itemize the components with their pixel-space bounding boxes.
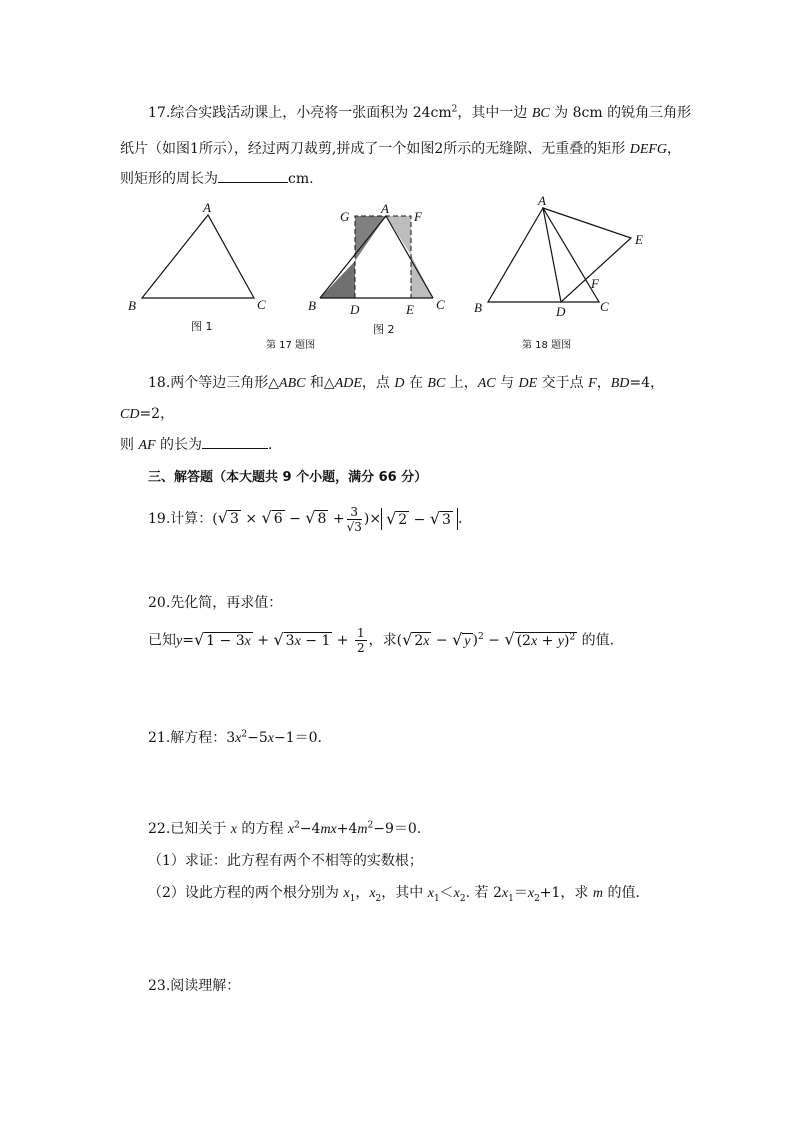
q23-title: 23.阅读理解： [148,978,241,994]
figure-1-caption: 图 1 [191,320,213,333]
section-heading: 三、解答题（本大题共 9 个小题，满分 66 分） [148,470,428,485]
label-c: C [257,297,266,312]
exponent: 2 [569,632,576,642]
radicand: 3 [285,632,295,649]
var-m: m [592,886,604,901]
q18-var: ABC [279,376,306,391]
radicand: ) [564,632,570,649]
figure-18 [474,193,643,319]
subscript: 1 [433,893,440,904]
var-x: x [244,633,251,649]
label-a: A [381,201,389,216]
q22-part1: （1）求证：此方程有两个不相等的实数根； [148,853,423,869]
var-x: x [294,633,301,649]
radicand: 2 [414,632,424,649]
op: ＜ [439,885,454,901]
label-a: A [538,193,546,208]
q20-text: 的值. [577,632,615,649]
q22-text: 22.已知关于 [148,821,231,837]
var-y: y [557,633,565,649]
absolute-value: √ 2 − √ 3 [381,508,458,530]
label-f: F [591,276,599,291]
q18-line3 [120,434,272,454]
radicand: 3 [229,511,239,527]
label-g: G [340,209,350,224]
q20-expression [148,622,614,657]
label-b: B [128,298,136,313]
q18-text: 的长为 [155,437,203,453]
var-x2: x [527,886,535,901]
fraction [347,506,362,533]
q17-text: ， [667,141,682,157]
var-x: x [230,822,237,837]
triangle-abc [488,208,599,302]
q17-line1 [148,102,691,122]
sqrt: √ 3x − 1 [273,629,331,649]
q22-text: 的值. [603,885,640,901]
q18-var: D [394,376,405,391]
q17-line2 [120,138,681,158]
label-a: A [203,200,211,215]
numerator: 3 [347,506,362,520]
var-x: x [530,633,538,649]
sqrt: √ y [452,629,471,649]
fraction-half [355,627,367,654]
var-m: m [357,822,368,837]
label-b: B [308,298,316,313]
paren: ( [212,511,218,527]
q21-text: −1＝0. [273,730,322,746]
q21-text: −5 [247,730,268,746]
numerator: 1 [357,626,365,641]
caption-18: 第 18 题图 [522,340,572,351]
q18-text: 与 [495,375,519,391]
q21-text: 21.解方程：3 [148,730,236,746]
op: − [413,512,426,528]
sqrt: √ 2x [402,629,430,649]
radicand: 8 [317,511,327,527]
q18-text: 18.两个等边三角形△ [148,375,280,391]
radicand: 3 [354,519,362,534]
answer-blank [202,434,268,449]
q22-text: −4 [299,821,321,837]
q22-text: +4 [336,821,358,837]
radicand: 2 [398,512,408,528]
q18-text: ，点 [361,375,395,391]
var-x: x [235,731,242,746]
q18-var: BD [610,376,630,391]
q18-var: DE [518,376,538,391]
q21 [148,727,322,747]
op: + [332,632,353,649]
figure-1 [128,200,266,333]
subscript: 2 [459,893,466,904]
q18-text: . [268,437,273,453]
op: − [431,632,453,649]
exponent: 2 [367,820,374,831]
label-f: F [414,209,422,224]
q18-var: CD [120,407,140,422]
exponent: 2 [294,820,300,831]
q20-text: 已知 [148,632,176,649]
label-c: C [600,299,609,314]
var-x1: x [427,886,434,901]
sqrt: √ 1 − 3x [193,629,251,649]
op: ＝ [513,885,528,901]
q19 [148,503,462,534]
var-mx: mx [320,822,337,837]
figures-17-18 [0,190,794,355]
q22-text: ， [355,885,370,901]
op: − [289,511,301,527]
q18-text: =2， [139,406,175,422]
triangle-ade [543,208,631,302]
op: − [483,632,505,649]
period: . [457,511,463,527]
q18-var: AC [477,376,496,391]
q18-text: 和△ [305,375,335,391]
subscript: 2 [534,893,540,904]
label-e: E [635,232,643,247]
paren: ( [396,632,403,649]
q18-text: =4， [629,375,664,391]
label-d: D [350,302,360,317]
q22-text: ，其中 [381,885,428,901]
op: + [252,632,274,649]
q22-text: 的方程 [236,821,288,837]
q18-var: ADE [334,376,362,391]
triangle-abc [142,215,254,298]
figure-2 [308,201,445,336]
q18-var: F [588,376,597,391]
shaded-dark-bottom [320,261,355,298]
op: × [245,511,258,527]
paren: ) [472,632,478,649]
sqrt: √ 3 [217,508,239,527]
label-d: D [556,304,566,319]
denominator: 2 [357,641,365,656]
q18-text: ， [596,375,611,391]
radicand: − 1 [300,632,331,649]
q18-var: BC [427,376,446,391]
radicand: y [464,633,471,649]
exponent: 2 [241,729,248,740]
var-x2: x [453,886,460,901]
q18-line2 [120,403,174,423]
exponent: 2 [477,632,484,642]
q18-text: 交于点 [537,375,589,391]
q22-text: （2）设此方程的两个根分别为 [148,885,344,901]
q22-stem [148,818,421,838]
sqrt: √ 6 [261,508,283,527]
denominator: √3 [346,519,362,534]
var-x: x [267,731,274,746]
var-x: x [423,633,430,649]
q17-var: BC [531,106,550,121]
q18-var: AF [138,438,156,453]
label-c: C [436,297,445,312]
q22-text: −9＝0. [373,821,422,837]
var-x: x [287,822,295,837]
q18-text: 则 [120,437,139,453]
q17-text: cm. [288,171,314,187]
radicand: (2 [516,632,531,649]
caption-17: 第 17 题图 [266,340,316,351]
label-b: B [474,300,482,315]
q22-text: +1，求 [539,885,593,901]
q17-sup: 2 [451,104,458,115]
var-y: y [176,633,183,649]
subscript: 2 [375,893,382,904]
subscript: 1 [349,893,356,904]
var-x1: x [501,886,509,901]
shaded-dark-top [355,216,386,261]
q17-line3 [120,168,314,188]
q18-text: 在 [404,375,428,391]
figure-2-caption: 图 2 [373,323,395,336]
radicand: + [537,632,558,649]
q17-text: 则矩形的周长为 [120,171,218,187]
var-x1: x [343,886,350,901]
var-x2: x [369,886,376,901]
radicand: 1 − 3 [206,632,245,649]
sqrt: √ $(2x + y)^2$ [504,629,576,649]
q17-text: ，其中一边 [457,105,532,121]
op: + [332,511,345,527]
subscript: 1 [508,893,514,904]
radicand: 3 [442,512,451,528]
q17-text: 17.综合实践活动课上，小亮将一张面积为 24cm [148,105,452,121]
answer-blank [218,168,288,183]
q19-label: 19.计算： [148,511,213,527]
q17-text: 纸片（如图1所示），经过两刀裁剪,拼成了一个如图2所示的无缝隙、无重叠的矩形 [120,141,630,157]
sqrt: √ 8 [305,508,327,527]
q18-text: 上， [445,375,478,391]
radicand: 6 [273,511,283,527]
q22-part2 [148,882,640,904]
q17-var: DEFG [629,142,668,157]
op: = [182,632,194,649]
q18-line1 [148,372,664,392]
q17-text: 为 8cm 的锐角三角形 [549,105,692,121]
q22-text: . 若 2 [465,885,502,901]
q20-title: 20.先化简，再求值： [148,595,283,611]
label-e: E [406,302,414,317]
q20-text: ，求 [368,632,397,649]
paren: )× [363,511,382,527]
